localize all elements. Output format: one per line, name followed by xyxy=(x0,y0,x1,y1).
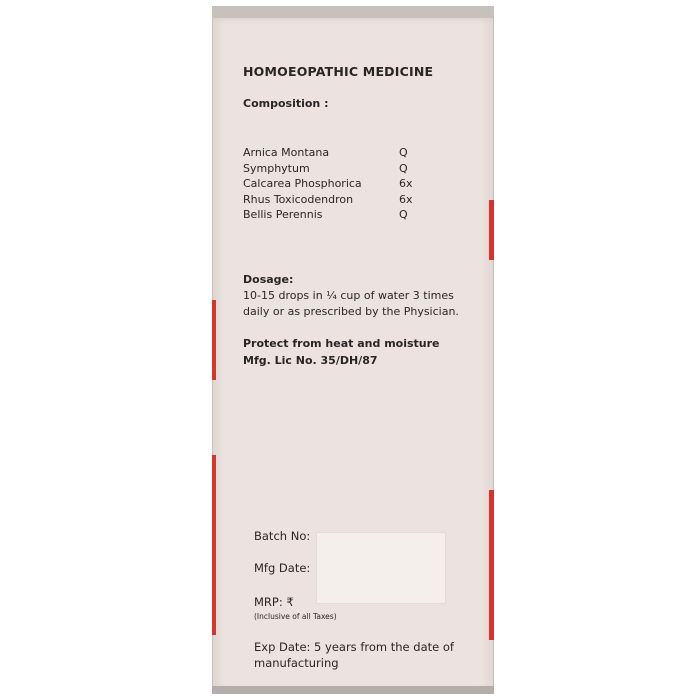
ingredient-row xyxy=(243,162,423,175)
dosage-label: Dosage: xyxy=(243,273,294,286)
mfg-date-label: Mfg Date: xyxy=(254,561,311,575)
red-edge-left-upper xyxy=(212,300,216,380)
ingredient-row xyxy=(243,208,423,221)
red-edge-right-lower xyxy=(489,490,494,640)
ingredient-name: Calcarea Phosphorica xyxy=(243,177,362,190)
mrp-label: MRP: ₹ xyxy=(254,595,294,609)
ingredient-potency: 6x xyxy=(399,193,413,206)
batch-number-label: Batch No: xyxy=(254,529,311,543)
ingredient-name: Symphytum xyxy=(243,162,310,175)
ingredient-potency: 6x xyxy=(399,177,413,190)
batch-info-blank-area xyxy=(316,532,446,604)
ingredient-row xyxy=(243,193,423,206)
ingredient-row xyxy=(243,146,423,159)
taxes-note: (Inclusive of all Taxes) xyxy=(254,612,337,621)
product-category-title: HOMOEOPATHIC MEDICINE xyxy=(243,64,434,79)
ingredient-potency: Q xyxy=(399,162,408,175)
ingredient-name: Arnica Montana xyxy=(243,146,330,159)
box-bottom-edge xyxy=(212,686,494,694)
storage-warning: Protect from heat and moisture xyxy=(243,337,440,350)
dosage-text: 10-15 drops in ¼ cup of water 3 times xyxy=(243,289,454,302)
ingredient-name: Rhus Toxicodendron xyxy=(243,193,354,206)
expiry-text: Exp Date: 5 years from the date of xyxy=(254,640,454,654)
dosage-text: daily or as prescribed by the Physician. xyxy=(243,305,459,318)
expiry-text: manufacturing xyxy=(254,656,339,670)
manufacturing-license: Mfg. Lic No. 35/DH/87 xyxy=(243,354,378,367)
red-edge-right-upper xyxy=(489,200,494,260)
composition-label: Composition : xyxy=(243,97,329,110)
ingredient-name: Bellis Perennis xyxy=(243,208,323,221)
ingredient-potency: Q xyxy=(399,146,408,159)
ingredient-row xyxy=(243,177,423,190)
red-edge-left-lower xyxy=(212,455,216,635)
ingredient-potency: Q xyxy=(399,208,408,221)
